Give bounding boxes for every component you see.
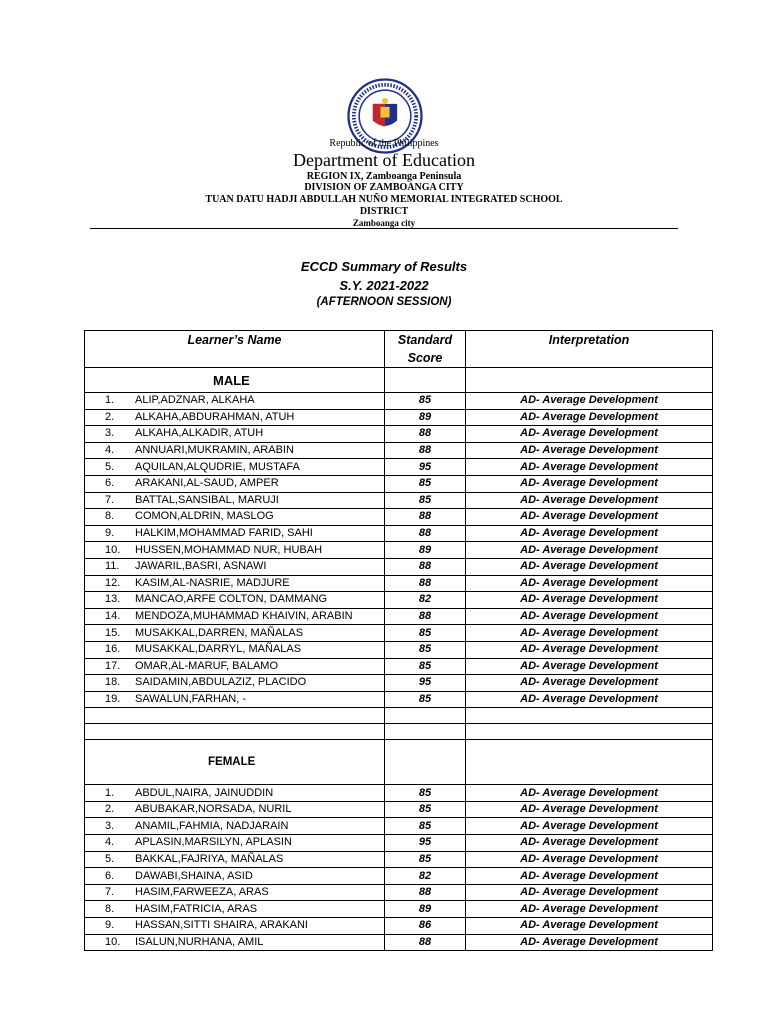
republic-label: Republic of the Philippines	[329, 138, 439, 149]
standard-score: 88	[385, 509, 466, 526]
learner-name: JAWARIL,BASRI, ASNAWI	[135, 560, 267, 573]
learner-name: BATTAL,SANSIBAL, MARUJI	[135, 493, 279, 506]
learner-name: SAIDAMIN,ABDULAZIZ, PLACIDO	[135, 676, 307, 689]
table-row	[85, 884, 713, 901]
row-number: 8.	[105, 902, 115, 915]
interpretation: AD- Average Development	[466, 459, 713, 476]
interpretation: AD- Average Development	[466, 558, 713, 575]
row-number: 5.	[105, 460, 115, 473]
row-number: 16.	[105, 643, 121, 656]
standard-score: 89	[385, 901, 466, 918]
district-label: DISTRICT	[359, 206, 409, 217]
interpretation: AD- Average Development	[466, 409, 713, 426]
table-row	[85, 901, 713, 918]
interpretation: AD- Average Development	[466, 442, 713, 459]
learner-name-cell	[85, 426, 385, 443]
learner-name-cell	[85, 509, 385, 526]
interpretation: AD- Average Development	[466, 818, 713, 835]
learner-name: HASIM,FARWEEZA, ARAS	[135, 886, 269, 899]
learner-name: ABUBAKAR,NORSADA, NURIL	[135, 803, 292, 816]
interpretation: AD- Average Development	[466, 918, 713, 935]
interpretation: AD- Average Development	[466, 426, 713, 443]
learner-name: MUSAKKAL,DARRYL, MAÑALAS	[135, 643, 302, 656]
row-number: 6.	[105, 477, 115, 490]
row-number: 1.	[105, 786, 115, 799]
learner-name: ARAKANI,AL-SAUD, AMPER	[135, 477, 279, 490]
standard-score: 82	[385, 592, 466, 609]
division-label: DIVISION OF ZAMBOANGA CITY	[304, 182, 464, 193]
learner-name-cell	[85, 442, 385, 459]
standard-score: 95	[385, 675, 466, 692]
table-row	[85, 459, 713, 476]
row-number: 8.	[105, 510, 115, 523]
standard-score: 88	[385, 525, 466, 542]
table-header-row	[85, 331, 713, 368]
table-row	[85, 835, 713, 852]
learner-name: APLASIN,MARSILYN, APLASIN	[135, 836, 292, 849]
interpretation: AD- Average Development	[466, 691, 713, 708]
learner-name-cell	[85, 801, 385, 818]
learner-name: ALKAHA,ABDURAHMAN, ATUH	[135, 410, 295, 423]
learner-name: MUSAKKAL,DARREN, MAÑALAS	[135, 626, 304, 639]
col-header-interpretation: Interpretation	[466, 331, 713, 368]
learner-name: ANAMIL,FAHMIA, NADJARAIN	[135, 819, 289, 832]
learner-name: DAWABI,SHAINA, ASID	[135, 869, 253, 882]
standard-score: 85	[385, 658, 466, 675]
table-row	[85, 785, 713, 802]
interpretation: AD- Average Development	[466, 934, 713, 951]
city-label: Zamboanga city	[352, 218, 416, 228]
row-number: 17.	[105, 659, 121, 672]
learner-name: ALIP,ADZNAR, ALKAHA	[135, 394, 255, 407]
standard-score: 85	[385, 393, 466, 410]
standard-score: 89	[385, 542, 466, 559]
table-row	[85, 625, 713, 642]
standard-score: 85	[385, 851, 466, 868]
row-number: 10.	[105, 935, 121, 948]
learner-name-cell	[85, 785, 385, 802]
learner-name: ALKAHA,ALKADIR, ATUH	[135, 427, 264, 440]
learner-name-cell	[85, 592, 385, 609]
learner-name: HASIM,FATRICIA, ARAS	[135, 902, 258, 915]
row-number: 2.	[105, 803, 115, 816]
standard-score: 88	[385, 426, 466, 443]
interpretation: AD- Average Development	[466, 393, 713, 410]
female-section-row	[85, 740, 713, 785]
table-row	[85, 641, 713, 658]
standard-score: 82	[385, 868, 466, 885]
row-number: 5.	[105, 852, 115, 865]
learner-name: HALKIM,MOHAMMAD FARID, SAHI	[135, 527, 313, 540]
learner-name-cell	[85, 691, 385, 708]
interpretation: AD- Average Development	[466, 492, 713, 509]
interpretation: AD- Average Development	[466, 835, 713, 852]
row-number: 18.	[105, 676, 121, 689]
learner-name-cell	[85, 525, 385, 542]
learner-name: MANCAO,ARFE COLTON, DAMMANG	[135, 593, 328, 606]
interpretation: AD- Average Development	[466, 901, 713, 918]
school-name: TUAN DATU HADJI ABDULLAH NUÑO MEMORIAL INTEGRATED SCHOOL	[205, 194, 563, 205]
learner-name-cell	[85, 459, 385, 476]
learner-name-cell	[85, 835, 385, 852]
table-row	[85, 675, 713, 692]
learner-name: OMAR,AL-MARUF, BALAMO	[135, 659, 279, 672]
learner-name-cell	[85, 542, 385, 559]
standard-score: 95	[385, 835, 466, 852]
row-number: 1.	[105, 394, 115, 407]
standard-score: 85	[385, 492, 466, 509]
table-row	[85, 691, 713, 708]
region-label: REGION IX, Zamboanga Peninsula	[306, 171, 462, 182]
learner-name: KASIM,AL-NASRIE, MADJURE	[135, 576, 290, 589]
learner-name-cell	[85, 492, 385, 509]
table-row	[85, 409, 713, 426]
table-row	[85, 492, 713, 509]
table-row	[85, 592, 713, 609]
interpretation: AD- Average Development	[466, 592, 713, 609]
row-number: 7.	[105, 886, 115, 899]
learner-name-cell	[85, 675, 385, 692]
female-section-label: FEMALE	[85, 740, 385, 785]
learner-name: HUSSEN,MOHAMMAD NUR, HUBAH	[135, 543, 323, 556]
standard-score: 88	[385, 442, 466, 459]
learner-name-cell	[85, 868, 385, 885]
interpretation: AD- Average Development	[466, 658, 713, 675]
standard-score: 89	[385, 409, 466, 426]
standard-score: 85	[385, 691, 466, 708]
standard-score: 85	[385, 625, 466, 642]
interpretation: AD- Average Development	[466, 675, 713, 692]
header-divider	[90, 228, 678, 229]
interpretation: AD- Average Development	[466, 785, 713, 802]
department-title: Department of Education	[293, 150, 475, 170]
standard-score: 86	[385, 918, 466, 935]
row-number: 13.	[105, 593, 121, 606]
learner-name-cell	[85, 625, 385, 642]
table-row	[85, 525, 713, 542]
interpretation: AD- Average Development	[466, 868, 713, 885]
interpretation: AD- Average Development	[466, 625, 713, 642]
learner-name-cell	[85, 934, 385, 951]
results-table	[84, 330, 713, 951]
standard-score: 95	[385, 459, 466, 476]
blank-row	[85, 708, 713, 724]
table-row	[85, 575, 713, 592]
learner-name-cell	[85, 658, 385, 675]
standard-score: 88	[385, 575, 466, 592]
interpretation: AD- Average Development	[466, 884, 713, 901]
session-label: (AFTERNOON SESSION)	[316, 296, 452, 308]
interpretation: AD- Average Development	[466, 509, 713, 526]
standard-score: 85	[385, 641, 466, 658]
table-row	[85, 608, 713, 625]
row-number: 4.	[105, 836, 115, 849]
learner-name-cell	[85, 641, 385, 658]
learner-name-cell	[85, 851, 385, 868]
learner-name-cell	[85, 608, 385, 625]
row-number: 14.	[105, 610, 121, 623]
row-number: 15.	[105, 626, 121, 639]
table-row	[85, 658, 713, 675]
report-title: ECCD Summary of Results	[300, 259, 468, 274]
row-number: 12.	[105, 576, 121, 589]
blank-row	[85, 724, 713, 740]
learner-name-cell	[85, 393, 385, 410]
row-number: 19.	[105, 692, 121, 705]
interpretation: AD- Average Development	[466, 851, 713, 868]
table-row	[85, 509, 713, 526]
row-number: 9.	[105, 527, 115, 540]
male-section-row	[85, 368, 713, 393]
standard-score: 88	[385, 608, 466, 625]
interpretation: AD- Average Development	[466, 641, 713, 658]
col-header-score: Standard Score	[385, 331, 466, 368]
row-number: 4.	[105, 444, 115, 457]
learner-name: AQUILAN,ALQUDRIE, MUSTAFA	[135, 460, 300, 473]
table-row	[85, 393, 713, 410]
row-number: 6.	[105, 869, 115, 882]
learner-name: ISALUN,NURHANA, AMIL	[135, 935, 264, 948]
learner-name-cell	[85, 409, 385, 426]
table-row	[85, 818, 713, 835]
table-row	[85, 426, 713, 443]
interpretation: AD- Average Development	[466, 542, 713, 559]
learner-name-cell	[85, 475, 385, 492]
interpretation: AD- Average Development	[466, 801, 713, 818]
standard-score: 88	[385, 884, 466, 901]
male-section-label: MALE	[85, 368, 385, 393]
row-number: 3.	[105, 427, 115, 440]
row-number: 9.	[105, 919, 115, 932]
learner-name-cell	[85, 818, 385, 835]
standard-score: 88	[385, 558, 466, 575]
learner-name: SAWALUN,FARHAN, -	[135, 692, 247, 705]
learner-name: MENDOZA,MUHAMMAD KHAIVIN, ARABIN	[135, 610, 353, 623]
row-number: 10.	[105, 543, 121, 556]
table-row	[85, 918, 713, 935]
learner-name: BAKKAL,FAJRIYA, MAÑALAS	[135, 852, 284, 865]
interpretation: AD- Average Development	[466, 525, 713, 542]
learner-name: COMON,ALDRIN, MASLOG	[135, 510, 274, 523]
col-header-name: Learner’s Name	[85, 331, 385, 368]
learner-name: ABDUL,NAIRA, JAINUDDIN	[135, 786, 274, 799]
standard-score: 85	[385, 785, 466, 802]
standard-score: 85	[385, 475, 466, 492]
learner-name: ANNUARI,MUKRAMIN, ARABIN	[135, 444, 294, 457]
row-number: 2.	[105, 410, 115, 423]
table-row	[85, 542, 713, 559]
row-number: 3.	[105, 819, 115, 832]
table-row	[85, 558, 713, 575]
interpretation: AD- Average Development	[466, 608, 713, 625]
learner-name-cell	[85, 575, 385, 592]
learner-name-cell	[85, 918, 385, 935]
learner-name-cell	[85, 558, 385, 575]
learner-name-cell	[85, 884, 385, 901]
table-row	[85, 851, 713, 868]
standard-score: 88	[385, 934, 466, 951]
table-row	[85, 801, 713, 818]
table-row	[85, 442, 713, 459]
interpretation: AD- Average Development	[466, 575, 713, 592]
table-row	[85, 868, 713, 885]
learner-name: HASSAN,SITTI SHAIRA, ARAKANI	[135, 919, 308, 932]
school-year: S.Y. 2021-2022	[339, 278, 429, 293]
row-number: 11.	[105, 560, 120, 573]
row-number: 7.	[105, 493, 115, 506]
learner-name-cell	[85, 901, 385, 918]
table-row	[85, 475, 713, 492]
standard-score: 85	[385, 801, 466, 818]
interpretation: AD- Average Development	[466, 475, 713, 492]
standard-score: 85	[385, 818, 466, 835]
table-row	[85, 934, 713, 951]
